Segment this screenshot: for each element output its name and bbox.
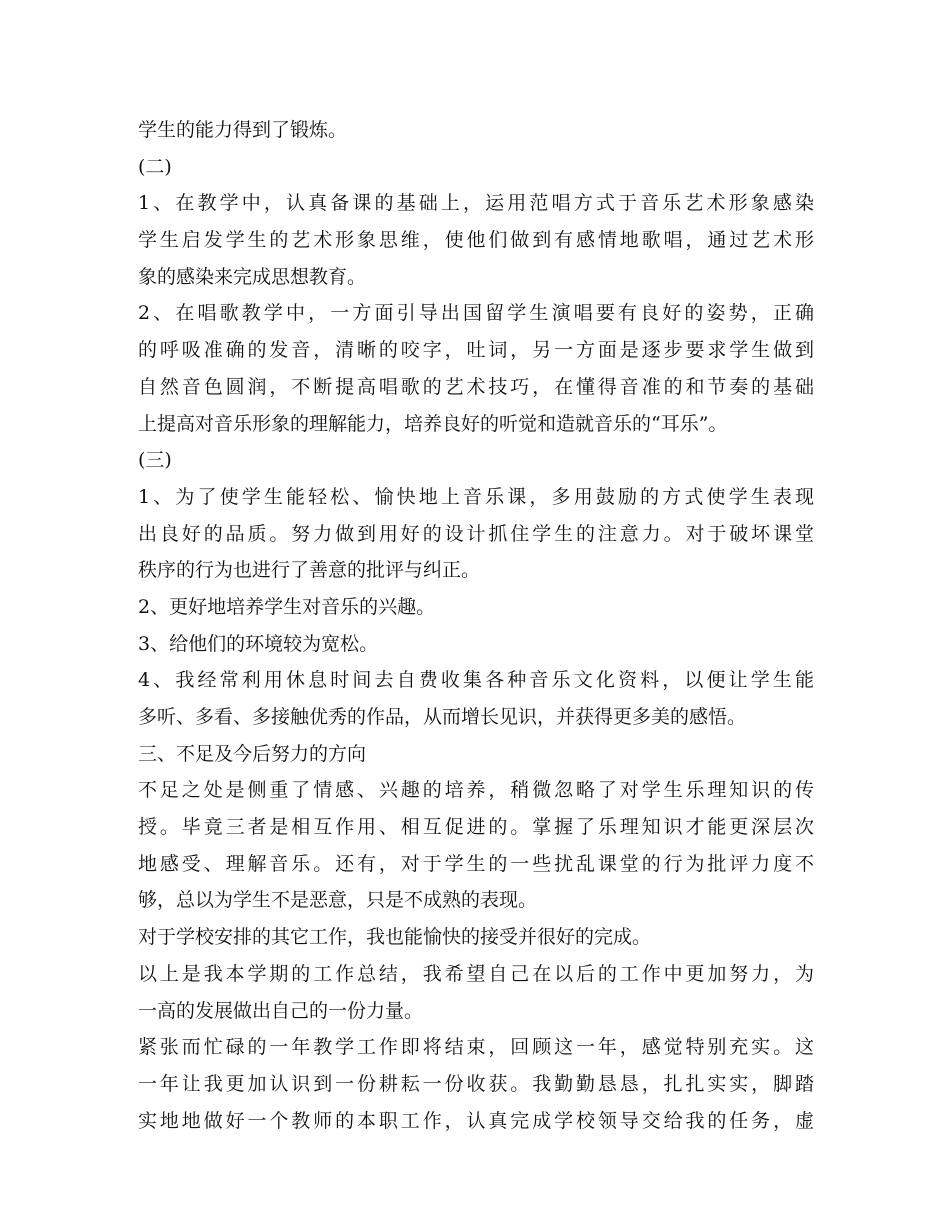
text-line: 以上是我本学期的工作总结，我希望自己在以后的工作中更加努力，为 — [138, 962, 814, 985]
text-line: 学生的能力得到了锻炼。 — [138, 119, 348, 141]
text-line: 一高的发展做出自己的一份力量。 — [138, 999, 424, 1022]
text-line: 秩序的行为也进行了善意的批评与纠正。 — [138, 559, 481, 582]
text-line: 象的感染来完成思想教育。 — [138, 265, 367, 288]
text-line: 授。毕竟三者是相互作用、相互促进的。掌握了乐理知识才能更深层次 — [138, 816, 814, 839]
text-line: 不足之处是侧重了情感、兴趣的培养，稍微忽略了对学生乐理知识的传 — [138, 779, 814, 802]
text-line: 2、更好地培养学生对音乐的兴趣。 — [138, 595, 436, 618]
text-line: 对于学校安排的其它工作，我也能愉快的接受并很好的完成。 — [138, 926, 652, 949]
text-line: 自然音色圆润，不断提高唱歌的艺术技巧，在懂得音准的和节奏的基础 — [138, 375, 814, 398]
text-line: 1、在教学中，认真备课的基础上，运用范唱方式于音乐艺术形象感染 — [138, 192, 814, 215]
text-line: 够，总以为学生不是恶意，只是不成熟的表现。 — [138, 889, 538, 912]
text-line: 上提高对音乐形象的理解能力，培养良好的听觉和造就音乐的“耳乐”。 — [138, 412, 728, 435]
text-line: 实地地做好一个教师的本职工作，认真完成学校领导交给我的任务，虚 — [138, 1109, 814, 1132]
text-line: 3、给他们的环境较为宽松。 — [138, 632, 379, 655]
text-line: 的呼吸准确的发音，清晰的咬字，吐词，另一方面是逐步要求学生做到 — [138, 339, 814, 362]
section-heading: (二) — [138, 155, 172, 178]
text-line: 1、为了使学生能轻松、愉快地上音乐课，多用鼓励的方式使学生表现 — [138, 485, 814, 508]
text-line: 4、我经常利用休息时间去自费收集各种音乐文化资料，以便让学生能 — [138, 669, 814, 692]
text-line: 学生启发学生的艺术形象思维，使他们做到有感情地歌唱，通过艺术形 — [138, 229, 814, 252]
text-line: 地感受、理解音乐。还有，对于学生的一些扰乱课堂的行为批评力度不 — [138, 852, 814, 875]
text-line: 一年让我更加认识到一份耕耘一份收获。我勤勤恳恳，扎扎实实，脚踏 — [138, 1072, 814, 1095]
section-heading: (三) — [138, 449, 172, 472]
section-heading: 三、不足及今后努力的方向 — [138, 742, 367, 765]
text-line: 2、在唱歌教学中，一方面引导出国留学生演唱要有良好的姿势，正确 — [138, 302, 814, 325]
document-page — [138, 112, 838, 1139]
text-line: 紧张而忙碌的一年教学工作即将结束，回顾这一年，感觉特别充实。这 — [138, 1036, 814, 1059]
text-line: 出良好的品质。努力做到用好的设计抓住学生的注意力。对于破坏课堂 — [138, 522, 814, 545]
text-line: 多听、多看、多接触优秀的作品，从而增长见识，并获得更多美的感悟。 — [138, 706, 747, 728]
